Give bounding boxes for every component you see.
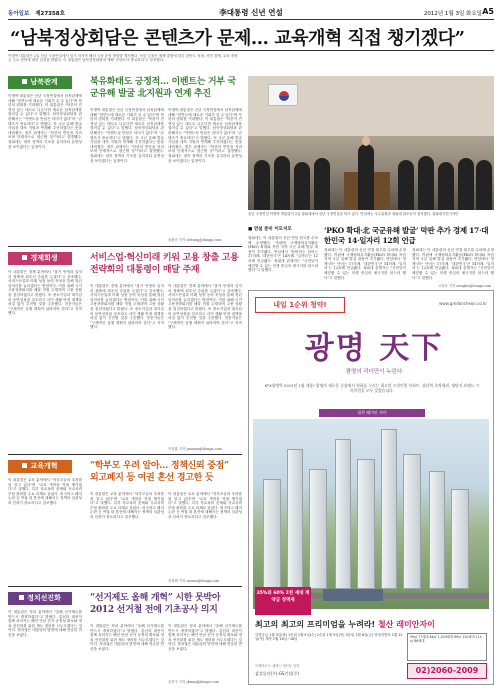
section-body-education-3: 이 대통령은 교육 분야에서 "학부모들의 우려를 잘 알고 있다"며 "교육 개혁을 직접 챙기겠다"고 말했다. 특히 학교폭력 문제와 사교육비 부담 완화를 주요 과제로 꼽았다. 외국어고 폐지 논란 등 여권 내 혼선에 대해서는 정책의 일관성과 신뢰가 중요하다고 강조했다. bbox=[168, 492, 242, 519]
section-body-inter-korean-1: 이명박 대통령은 신년 국정연설에서 남북관계에 대해 "한반도에 새로운 기회가 올 수 있다"며 북한의 변화를 기대했다. 이 대통령은 "북한이 진정성 있는 태도로 나온다면 새로운 남북관계를 열어갈 수 있다"고 말했다. 남북정상회담과 관련해서는 "이벤트성 만남은 의미가 없다"며 "콘텐츠가 중요하다"고 밝혔다. 또 국군 유해 발굴 사업을 대북 지원과 연계해 추진하겠다는 뜻을 내비쳤다. 정부 관계자는 "북한의 반응을 지켜보며 단계적으로 접근할 것"이라고 설명했다. 청와대는 대북 정책의 기조를 유지하되 유연성을 보이겠다는 입장이다. bbox=[8, 94, 82, 149]
lead-text: 이명박 대통령은 2일 신년 국정연설에서 임기 마지막 해의 국정 운영 방향을 제시했다. 북한 김정은 체제 출범에 따른 한반도 정세, 서민 경제, 교육 개혁 등 주요 현안에 대한 입장을 밝혔다. 이 대통령은 남북정상회담에 대해 '콘텐츠가 중요하다'고 강조했다. bbox=[8, 54, 238, 63]
tower bbox=[335, 439, 351, 589]
person-figure bbox=[458, 158, 474, 210]
ad-tagline: 광명의 리더만이 누린다 bbox=[345, 369, 403, 375]
article-title-speech: ‘PKO 확대·北 국군유해 발굴’ 막판 추가 경제 17·대한민국 14·일자리 12회 언급 bbox=[324, 226, 489, 245]
section-title-inter-korean: 북유화태도 긍정적… 이벤트는 거부 국군유해 발굴 北지원과 연계 추진 bbox=[90, 77, 236, 99]
ad-slogan: 최고의 최고의 프리미엄을 누려라! 철산 래미안자이 bbox=[255, 620, 435, 629]
byline-speech: 고성호 기자 sungho@donga.com bbox=[438, 284, 492, 288]
section-body-education-2: 이 대통령은 교육 분야에서 "학부모들의 우려를 잘 알고 있다"며 "교육 개혁을 직접 챙기겠다"고 말했다. 특히 학교폭력 문제와 사교육비 부담 완화를 주요 과제로 꼽았다. 외국어고 폐지 논란 등 여권 내 혼선에 대해서는 정책의 일관성과 신뢰가 중요하다고 강조했다. bbox=[90, 492, 164, 519]
square-icon bbox=[19, 595, 24, 600]
byline-inter-korean: 윤완준 기자 zeitung@donga.com bbox=[168, 238, 222, 242]
tower bbox=[287, 449, 303, 589]
tower bbox=[403, 454, 421, 589]
ad-copy: KTX광명역 2012년 1월 개통! 광명의 새로운 중심에서 천하를 누리는 최고의 프리미엄 아파트. 철산역 초역세권, 대단지 브랜드 프리미엄을 모두 갖췄습니다. bbox=[264, 383, 480, 393]
person-figure bbox=[294, 162, 310, 210]
ad-unit-table: 59㎡ 77세대 84㎡ 1,034세대 99㎡ 120세대 114㎡ 86세대 bbox=[407, 633, 487, 661]
person-speaker bbox=[358, 144, 374, 210]
section-body-inter-korean-2: 이명박 대통령은 신년 국정연설에서 남북관계에 대해 "한반도에 새로운 기회가 올 수 있다"며 북한의 변화를 기대했다. 이 대통령은 "북한이 진정성 있는 태도로 나온다면 새로운 남북관계를 열어갈 수 있다"고 말했다. 남북정상회담과 관련해서는 "이벤트성 만남은 의미가 없다"며 "콘텐츠가 중요하다"고 밝혔다. 또 국군 유해 발굴 사업을 대북 지원과 연계해 추진하겠다는 뜻을 내비쳤다. 정부 관계자는 "북한의 반응을 지켜보며 단계적으로 접근할 것"이라고 설명했다. 청와대는 대북 정책의 기조를 유지하되 유연성을 보이겠다는 입장이다. bbox=[90, 108, 164, 163]
byline-politics: 윤종구 기자 jkmas@donga.com bbox=[168, 680, 219, 684]
section-label-inter-korean: 남북관계 bbox=[8, 76, 72, 89]
square-icon bbox=[22, 463, 27, 468]
ad-website-link[interactable]: www.gmdoncheon.co.kr bbox=[439, 301, 487, 306]
section-rule-1 bbox=[8, 246, 242, 247]
flag-icon bbox=[268, 84, 298, 106]
page-number: A5 bbox=[482, 7, 494, 16]
person-figure bbox=[254, 160, 270, 210]
person-figure bbox=[438, 162, 454, 210]
ad-builder-names: 삼성물산(주)·GS건설(주) bbox=[255, 671, 300, 676]
section-body-economy-3: 이 대통령은 경제 분야에서 "물가 안정과 일자리 창출에 최우선 순위를 두겠다"고 강조했다. 서비스산업과 미래 성장 동력 육성을 통해 청년 일자리를 늘리겠다는 방침이다. 이를 위해 국가고용전략회의를 매달 직접 주재하며 고용 상황을 점검하겠다고 밝혔다. 또 중소기업과 대기업의 동반성장을 강조하고 서민 생활 안정 대책을 차질 없이 추진할 것을 주문했다. 전문가들은 "구체적인 실행 계획이 뒤따라야 한다"고 지적했다. bbox=[168, 284, 242, 330]
person-figure bbox=[418, 156, 434, 210]
section-rule-3 bbox=[8, 586, 242, 587]
section-title-politics: “선거제도 올해 개혁” 시한 못박아 2012 선거철 전에 기초공사 의지 bbox=[90, 593, 221, 615]
issue-date: 2012년 1월 3일 화요일 bbox=[423, 11, 482, 17]
byline-education: 정성택 기자 neone@donga.com bbox=[168, 579, 220, 583]
ad-building-rendering bbox=[253, 419, 489, 609]
tower bbox=[451, 489, 469, 589]
person-head bbox=[362, 136, 370, 146]
article-body-speech-3: 청와대는 이 대통령의 신년 연설 원고를 수차례 수정했다. 막판에 국제평화유지활동(PKO) 확대와 북한 지역 국군 유해 발굴 내용이 추가됐다. 연설에서 '경제'라는 단어는 17차례, '대한민국'은 14차례, '일자리'는 12차례 언급됐다. 청와대 관계자는 "국민들이 체감할 수 있는 민생 중심의 메시지를 담으려 했다"고 말했다. bbox=[412, 248, 494, 280]
ad-map-label: 철산 래미안 자이 bbox=[319, 409, 425, 417]
person-figure bbox=[314, 158, 330, 210]
tower bbox=[263, 479, 281, 589]
person-figure bbox=[476, 160, 492, 210]
newspaper-page bbox=[8, 6, 494, 686]
tower bbox=[429, 471, 445, 589]
main-headline: “남북정상회담은 콘텐츠가 문제… 교육개혁 직접 챙기겠다” bbox=[10, 28, 465, 49]
ad-brand-logo: 광명 天下 bbox=[304, 331, 444, 366]
station bbox=[323, 589, 383, 601]
square-icon bbox=[22, 255, 27, 260]
tower bbox=[357, 459, 375, 589]
section-label-politics: 정치선진화 bbox=[8, 592, 72, 605]
section-body-economy-1: 이 대통령은 경제 분야에서 "물가 안정과 일자리 창출에 최우선 순위를 두겠다"고 강조했다. 서비스산업과 미래 성장 동력 육성을 통해 청년 일자리를 늘리겠다는 방침이다. 이를 위해 국가고용전략회의를 매달 직접 주재하며 고용 상황을 점검하겠다고 밝혔다. 또 중소기업과 대기업의 동반성장을 강조하고 서민 생활 안정 대책을 차질 없이 추진할 것을 주문했다. 전문가들은 "구체적인 실행 계획이 뒤따라야 한다"고 지적했다. bbox=[8, 270, 82, 316]
section-body-politics-2: 이 대통령은 정치 분야에서 "올해 선거제도를 반드시 개혁하겠다"고 밝혔다. 총선과 대선이 함께 치러지는 해인 만큼 선거 공정성 확보와 정치 선진화를 위한 제도 정비를 서두르겠다는 것이다. 정치권은 대통령의 발언에 대해 엇갈린 반응을 보였다. bbox=[90, 624, 164, 651]
article-kicker: ■ 연설 준비 이모저모 bbox=[248, 227, 292, 232]
news-photo bbox=[248, 76, 494, 210]
article-body-speech-1: 청와대는 이 대통령의 신년 연설 원고를 수차례 수정했다. 막판에 국제평화유지활동(PKO) 확대와 북한 지역 국군 유해 발굴 내용이 추가됐다. 연설에서 '경제'라는 단어는 17차례, '대한민국'은 14차례, '일자리'는 12차례 언급됐다. 청와대 관계자는 "국민들이 체감할 수 있는 민생 중심의 메시지를 담으려 했다"고 말했다. bbox=[248, 236, 318, 273]
advertisement[interactable] bbox=[248, 290, 494, 685]
person-figure bbox=[398, 160, 414, 210]
issue-number: 제27358호 bbox=[35, 11, 65, 17]
ad-location-note: 모델하우스: 광명시 철산동 일대 bbox=[255, 664, 300, 668]
masthead bbox=[8, 6, 494, 20]
section-body-politics-1: 이 대통령은 정치 분야에서 "올해 선거제도를 반드시 개혁하겠다"고 밝혔다. 총선과 대선이 함께 치러지는 해인 만큼 선거 공정성 확보와 정치 선진화를 위한 제도 정비를 서두르겠다는 것이다. 정치권은 대통령의 발언에 대해 엇갈린 반응을 보였다. bbox=[8, 610, 82, 637]
ad-offer-badge: 35%와 60% 2천 세대 계약금 정액제 bbox=[255, 587, 311, 615]
byline-economy: 이상훈 기자 january@donga.com bbox=[168, 447, 222, 451]
section-rule-2 bbox=[8, 454, 242, 455]
section-label-education: 교육개혁 bbox=[8, 460, 72, 473]
tower bbox=[381, 429, 397, 589]
section-body-economy-2: 이 대통령은 경제 분야에서 "물가 안정과 일자리 창출에 최우선 순위를 두겠다"고 강조했다. 서비스산업과 미래 성장 동력 육성을 통해 청년 일자리를 늘리겠다는 방침이다. 이를 위해 국가고용전략회의를 매달 직접 주재하며 고용 상황을 점검하겠다고 밝혔다. 또 중소기업과 대기업의 동반성장을 강조하고 서민 생활 안정 대책을 차질 없이 추진할 것을 주문했다. 전문가들은 "구체적인 실행 계획이 뒤따라야 한다"고 지적했다. bbox=[90, 284, 164, 330]
photo-caption: 신년 국정연설 이명박 대통령이 2일 청와대에서 신년 국정연설을 하고 있다. 연설에는 국무위원과 청와대 참모들이 참석했다. 청와대사진기자단 bbox=[248, 212, 459, 216]
paper-name: 동아일보 bbox=[8, 11, 30, 17]
section-body-inter-korean-3: 이명박 대통령은 신년 국정연설에서 남북관계에 대해 "한반도에 새로운 기회가 올 수 있다"며 북한의 변화를 기대했다. 이 대통령은 "북한이 진정성 있는 태도로 나온다면 새로운 남북관계를 열어갈 수 있다"고 말했다. 남북정상회담과 관련해서는 "이벤트성 만남은 의미가 없다"며 "콘텐츠가 중요하다"고 밝혔다. 또 국군 유해 발굴 사업을 대북 지원과 연계해 추진하겠다는 뜻을 내비쳤다. 정부 관계자는 "북한의 반응을 지켜보며 단계적으로 접근할 것"이라고 설명했다. 청와대는 대북 정책의 기조를 유지하되 유연성을 보이겠다는 입장이다. bbox=[168, 108, 242, 163]
tower bbox=[309, 469, 327, 589]
section-title: 李대통령 신년 연설 bbox=[219, 8, 283, 17]
section-title-economy: 서비스업·혁신미래 키워 고용 창출 고용전략회의 대통령이 매달 주재 bbox=[90, 253, 239, 275]
ad-badge: 내일 1순위 청약! bbox=[255, 297, 345, 313]
article-body-speech-2: 청와대는 이 대통령의 신년 연설 원고를 수차례 수정했다. 막판에 국제평화유지활동(PKO) 확대와 북한 지역 국군 유해 발굴 내용이 추가됐다. 연설에서 '경제'라는 단어는 17차례, '대한민국'은 14차례, '일자리'는 12차례 언급됐다. 청와대 관계자는 "국민들이 체감할 수 있는 민생 중심의 메시지를 담으려 했다"고 말했다. bbox=[324, 248, 406, 280]
square-icon bbox=[22, 79, 27, 84]
headline-rule bbox=[8, 50, 494, 51]
section-body-politics-3: 이 대통령은 정치 분야에서 "올해 선거제도를 반드시 개혁하겠다"고 밝혔다. 총선과 대선이 함께 치러지는 해인 만큼 선거 공정성 확보와 정치 선진화를 위한 제도 정비를 서두르겠다는 것이다. 정치권은 대통령의 발언에 대해 엇갈린 반응을 보였다. bbox=[168, 624, 242, 651]
ad-schedule: 특별공급 1월 3일(화) 1순위 1월 4일(수) 2순위 1월 5일(목) 3순위 1월 6일(금) 당첨자발표 1월 12일(목) 계약 1월 16일~18일 bbox=[255, 633, 403, 642]
person-figure bbox=[274, 156, 290, 210]
section-body-education-1: 이 대통령은 교육 분야에서 "학부모들의 우려를 잘 알고 있다"며 "교육 개혁을 직접 챙기겠다"고 말했다. 특히 학교폭력 문제와 사교육비 부담 완화를 주요 과제로 꼽았다. 외국어고 폐지 논란 등 여권 내 혼선에 대해서는 정책의 일관성과 신뢰가 중요하다고 강조했다. bbox=[8, 478, 82, 505]
section-title-education: “학부모 우려 알아… 정책신뢰 중점” 외고폐지 등 여권 혼선 경고한 듯 bbox=[90, 461, 229, 483]
ad-phone-number[interactable]: 02)2060-2009 bbox=[407, 663, 487, 679]
section-label-economy: 경제회생 bbox=[8, 252, 72, 265]
